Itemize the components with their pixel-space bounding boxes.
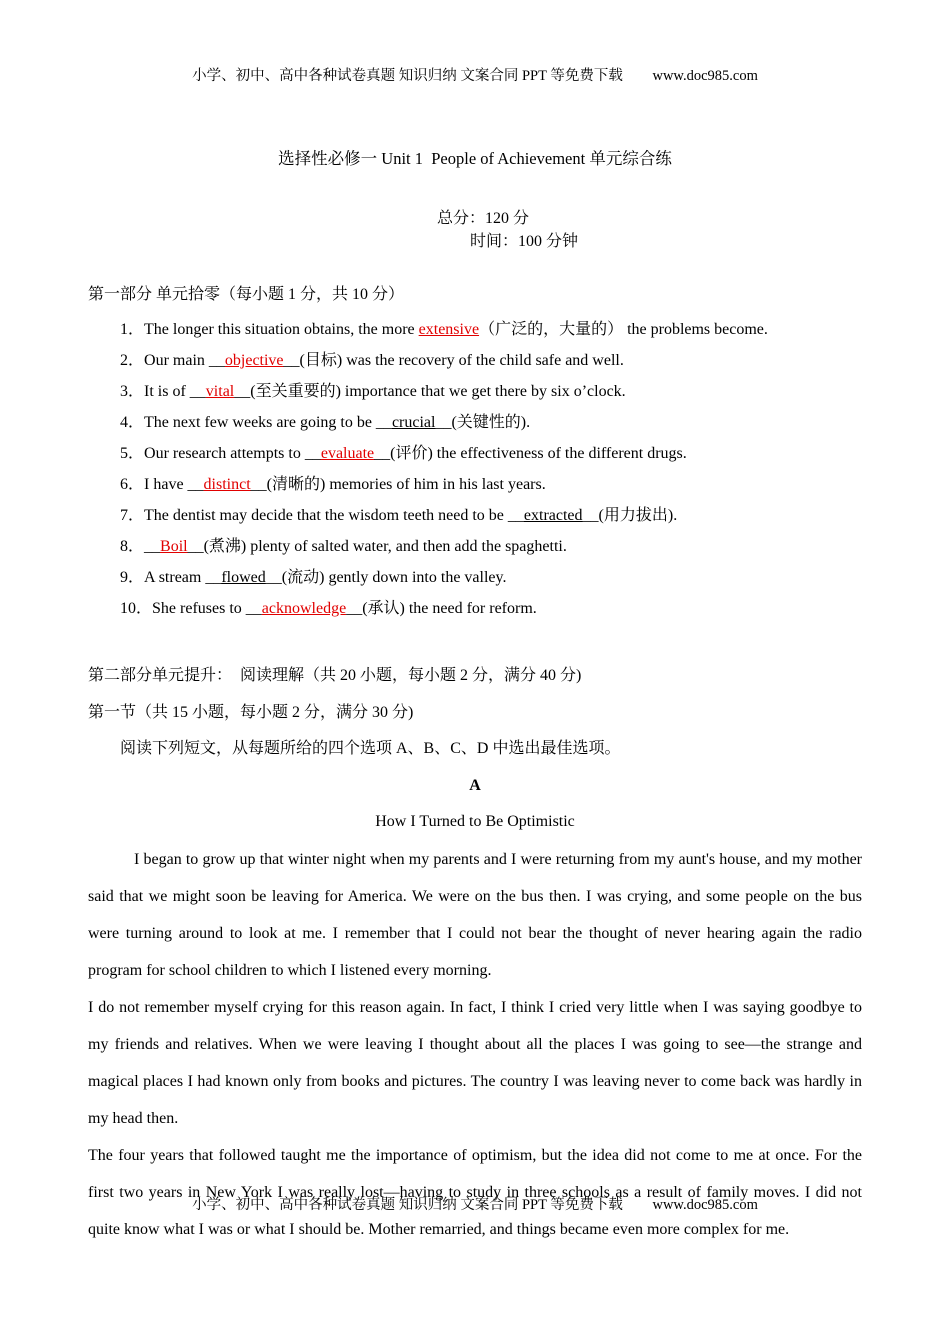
item-answer: flowed: [221, 569, 266, 586]
item-number: 2．: [120, 352, 145, 369]
item-answer: Boil: [160, 538, 188, 555]
part2-section1-heading: 第一节（共 15 小题，每小题 2 分，满分 30 分): [88, 703, 414, 721]
item-text-post: __(目标) was the recovery of the child safe and well.: [283, 352, 624, 369]
item-text-pre: The dentist may decide that the wisdom teeth need to be __: [144, 507, 524, 524]
item-text-post: __(流动) gently down into the valley.: [265, 569, 507, 586]
item-answer: evaluate: [320, 445, 375, 462]
item-text-post: __(用力拔出).: [582, 507, 678, 524]
item-answer: distinct: [203, 476, 251, 493]
footer-site-url: www.doc985.com: [652, 1197, 758, 1213]
passage-label: A: [469, 776, 481, 794]
item-text-pre: The next few weeks are going to be __: [144, 414, 392, 431]
time-limit: 时间：100 分钟: [469, 233, 578, 250]
header-site-url: www.doc985.com: [652, 68, 758, 84]
reading-instruction: 阅读下列短文，从每题所给的四个选项 A、B、C、D 中选出最佳选项。: [120, 740, 621, 757]
item-text-post: （广泛的，大量的） the problems become.: [479, 321, 768, 338]
item-text-post: __(清晰的) memories of him in his last years.: [250, 476, 546, 493]
item-text-post: __(关键性的).: [435, 414, 531, 431]
item-text-post: __(煮沸) plenty of salted water, and then add the spaghetti.: [187, 538, 567, 555]
item-text-pre: The longer this situation obtains, the more: [144, 321, 419, 338]
part2-section: [88, 658, 862, 1248]
vocab-item-2: [120, 345, 862, 376]
vocab-item-6: [120, 469, 862, 500]
item-text-pre: It is of __: [144, 383, 206, 400]
item-text-post: __(评价) the effectiveness of the different drugs.: [374, 445, 687, 462]
item-answer: crucial: [391, 414, 436, 431]
passage-paragraph-2: I do not remember myself crying for this reason again. In fact, I think I cried very little when I was saying goodbye to my friends and relatives. When we were leaving I thought about all the places I was going to see—the strange and magical places I had known only from books and pictures. The country I was leaving never to come back was hardly in my head then.: [88, 998, 862, 1127]
vocab-item-4: [120, 407, 862, 438]
item-text-pre: __: [144, 538, 161, 555]
item-text-pre: Our main __: [144, 352, 225, 369]
item-text-pre: Our research attempts to __: [144, 445, 321, 462]
total-score: 总分：120 分: [436, 210, 529, 227]
part2-heading: 第二部分单元提升： 阅读理解（共 20 小题，每小题 2 分，满分 40 分): [88, 667, 582, 684]
item-text-pre: A stream __: [144, 569, 222, 586]
passage-paragraph-3: The four years that followed taught me the importance of optimism, but the idea did not come to me at once. For the first two years in New York I was really lost—having to study in three schools as a result of family moves. I did not quite know what I was or what I should be. Mother remarried, and things became even more complex for me.: [88, 1146, 862, 1238]
vocab-item-3: [120, 376, 862, 407]
item-number: 3．: [120, 383, 145, 400]
item-answer: acknowledge: [261, 600, 347, 617]
item-answer: extracted: [523, 507, 583, 524]
item-number: 8．: [120, 538, 145, 555]
header-note: [88, 64, 862, 85]
item-answer: extensive: [418, 321, 480, 338]
vocab-item-10: [120, 593, 862, 624]
passage-title: How I Turned to Be Optimistic: [375, 813, 575, 830]
footer-note: [0, 1193, 950, 1214]
footer-note-text: 小学、初中、高中各种试卷真题 知识归纳 文案合同 PPT 等免费下载: [192, 1197, 623, 1213]
vocab-item-5: [120, 438, 862, 469]
item-answer: objective: [224, 352, 284, 369]
item-number: 10．: [120, 600, 153, 617]
doc-title: 选择性必修一 Unit 1 People of Achievement 单元综合练: [278, 149, 672, 168]
item-number: 5．: [120, 445, 145, 462]
item-number: 6．: [120, 476, 145, 493]
part1-heading: 第一部分 单元拾零（每小题 1 分，共 10 分）: [88, 286, 405, 303]
item-text-post: __(承认) the need for reform.: [346, 600, 537, 617]
item-number: 4．: [120, 414, 145, 431]
vocab-item-7: [120, 500, 862, 531]
vocab-item-1: [120, 314, 862, 345]
vocab-item-8: [120, 531, 862, 562]
item-text-pre: I have __: [144, 476, 204, 493]
item-text-post: __(至关重要的) importance that we get there by six o’clock.: [234, 383, 626, 400]
item-answer: vital: [205, 383, 235, 400]
item-number: 7．: [120, 507, 145, 524]
header-note-text: 小学、初中、高中各种试卷真题 知识归纳 文案合同 PPT 等免费下载: [192, 68, 623, 84]
vocab-item-list: [88, 314, 862, 624]
item-number: 9．: [120, 569, 145, 586]
score-line: [88, 187, 862, 269]
item-text-pre: She refuses to __: [152, 600, 262, 617]
passage-paragraph-1: I began to grow up that winter night when my parents and I were returning from my aunt's house, and my mother said that we might soon be leaving for America. We were on the bus then. I was crying, and some people on the bus were turning around to look at me. I remember that I could not bear the thought of never hearing again the radio program for school children to which I listened every morning.: [88, 850, 862, 979]
vocab-item-9: [120, 562, 862, 593]
item-number: 1．: [120, 321, 145, 338]
